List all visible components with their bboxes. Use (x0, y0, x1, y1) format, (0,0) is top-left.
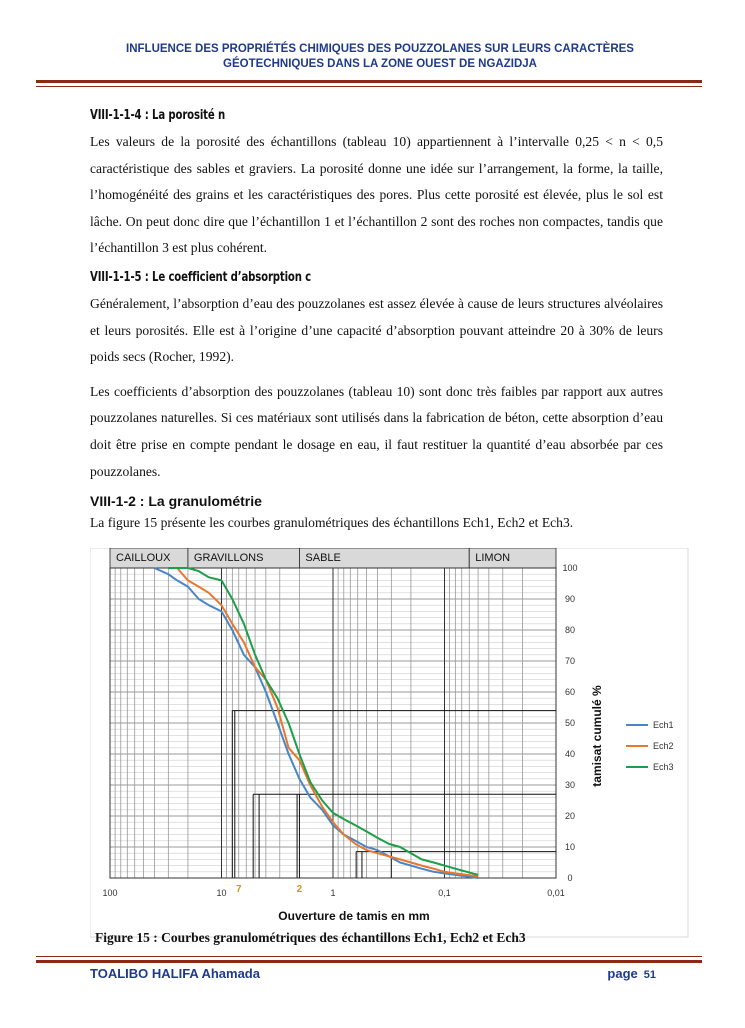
y-tick-label: 30 (564, 780, 576, 790)
porosity-heading: VIII-1-1-4 : La porosité n (90, 108, 226, 123)
y-tick-label: 60 (564, 687, 576, 697)
page-content (90, 108, 663, 533)
header-line-1: INFLUENCE DES PROPRIÉTÉS CHIMIQUES DES POUZZOLANES SUR LEURS CARACTÈRES (126, 43, 634, 55)
header-line-2: GÉOTECHNIQUES DANS LA ZONE OUEST DE NGAZIDJA (223, 58, 537, 70)
x-axis-label: Ouverture de tamis en mm (278, 909, 430, 923)
x-tick-label: 10 (216, 888, 227, 898)
page-footer (90, 966, 656, 981)
x-tick-label: 0,1 (438, 888, 451, 898)
y-tick-label: 90 (564, 594, 576, 604)
annotation-2: 2 (296, 884, 303, 895)
x-tick-label: 1 (330, 888, 336, 898)
granulometry-heading: VIII-1-2 : La granulométrie (90, 493, 262, 510)
footer-author: TOALIBO HALIFA Ahamada (90, 966, 260, 981)
y-tick-label: 80 (564, 625, 576, 635)
reading-lines (232, 711, 556, 878)
legend (626, 720, 674, 772)
granulometry-intro: La figure 15 présente les courbes granulométriques des échantillons Ech1, Ech2 et Ech3. (90, 515, 574, 531)
x-tick-label: 100 (102, 888, 118, 898)
header-rule-thick (36, 80, 702, 83)
footer-rule-thin (36, 956, 702, 957)
soil-class-label: LIMON (475, 552, 511, 564)
legend-label-ech2: Ech2 (653, 741, 674, 751)
y-tick-label: 10 (564, 842, 576, 852)
soil-class-label: GRAVILLONS (193, 552, 264, 564)
legend-label-ech1: Ech1 (653, 720, 674, 730)
x-tick-labels (102, 888, 564, 898)
absorption-paragraph-2: Les coefficients d’absorption des pouzzolanes (tableau 10) sont donc très faibles par rapport aux autres pouzzolanes naturelles. Si ces matériaux sont utilisés dans la fabrication de béton, cette absorption d’eau doit être prise en compte pendant le dosage en eau, il faut restituer la quantité d’eau absorbée par ces pouzzolanes. (90, 383, 663, 479)
y-tick-label: 0 (567, 873, 573, 883)
y-tick-labels (562, 563, 577, 883)
y-tick-label: 20 (564, 811, 576, 821)
footer-page-label: page (607, 966, 638, 981)
footer-rule-thick (36, 960, 702, 963)
annotations (236, 884, 303, 895)
y-tick-label: 100 (562, 563, 578, 573)
figure-caption: Figure 15 : Courbes granulométriques des échantillons Ech1, Ech2 et Ech3 (95, 930, 526, 945)
series-ech3 (168, 568, 478, 875)
porosity-paragraph: Les valeurs de la porosité des échantillons (tableau 10) appartiennent à l’intervalle 0,25 < n < 0,5 caractéristique des sables et graviers. La porosité donne une idée sur l’arrangement, la forme, la taille, l’homogénéité des grains et les caractéristiques des pores. Plus cette porosité est élevée, plus le sol est lâche. On peut donc dire que l’échantillon 1 et l’échantillon 2 sont des roches non compactes, tandis que l’échantillon 3 est plus cohérent. (90, 134, 663, 256)
y-tick-label: 70 (564, 656, 576, 666)
soil-class-label: CAILLOUX (116, 552, 171, 564)
annotation-7: 7 (235, 884, 242, 895)
header-rule-thin (36, 86, 702, 87)
y-tick-label: 40 (564, 749, 576, 759)
legend-label-ech3: Ech3 (653, 762, 674, 772)
absorption-paragraph-1: Généralement, l’absorption d’eau des pouzzolanes est assez élevée à cause de leurs structures alvéolaires et leurs porosités. Elle est à l’origine d’une capacité d’absorption pouvant atteindre 20 à 30% de leurs poids secs (Rocher, 1992). (90, 295, 663, 365)
soil-class-band (110, 548, 556, 568)
running-header (60, 42, 700, 72)
footer-page (607, 966, 656, 981)
y-axis-label: tamisat cumulé % (590, 685, 604, 787)
granulometric-chart (90, 548, 690, 943)
y-tick-label: 50 (564, 718, 576, 728)
absorption-heading: VIII-1-1-5 : Le coefficient d’absorption c (90, 269, 312, 285)
x-tick-label: 0,01 (547, 888, 565, 898)
footer-page-number: 51 (643, 969, 656, 981)
soil-class-label: SABLE (305, 552, 341, 564)
